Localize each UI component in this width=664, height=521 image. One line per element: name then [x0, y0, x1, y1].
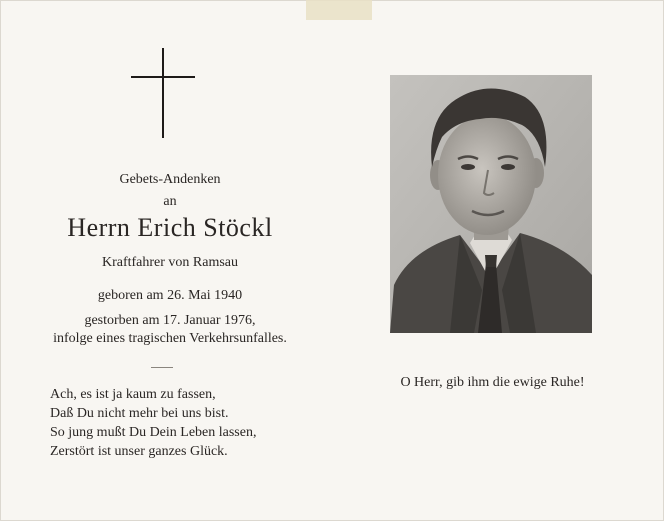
cross-icon	[131, 48, 195, 138]
divider	[151, 367, 173, 368]
preposition: an	[163, 194, 177, 209]
cause-of-death: infolge eines tragischen Verkehrsunfalles.	[53, 331, 287, 346]
card-heading: Gebets-Andenken	[119, 172, 221, 187]
tape-strip	[306, 0, 372, 20]
poem-line: So jung mußt Du Dein Leben lassen,	[50, 425, 257, 440]
poem	[50, 385, 256, 461]
occupation: Kraftfahrer von Ramsau	[101, 255, 239, 270]
portrait-photo	[390, 75, 592, 333]
poem-line: Zerstört ist unser ganzes Glück.	[50, 444, 228, 459]
death-date: gestorben am 17. Januar 1976,	[84, 313, 256, 328]
poem-line: Daß Du nicht mehr bei uns bist.	[50, 406, 229, 421]
birth-date: geboren am 26. Mai 1940	[97, 288, 243, 303]
prayer: O Herr, gib ihm die ewige Ruhe!	[400, 375, 585, 390]
deceased-name: Herrn Erich Stöckl	[67, 213, 273, 242]
poem-line: Ach, es ist ja kaum zu fassen,	[50, 387, 216, 402]
